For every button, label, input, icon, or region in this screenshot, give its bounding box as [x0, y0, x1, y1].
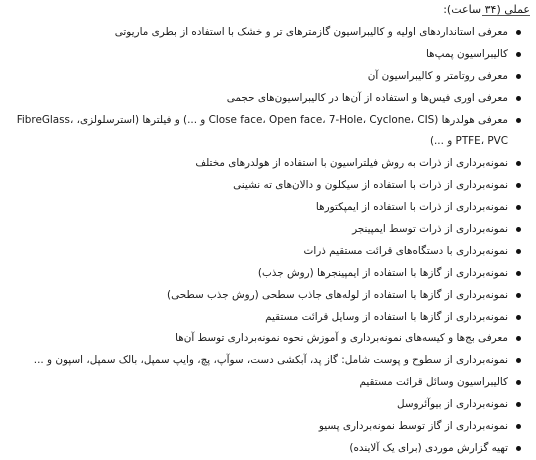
list-item: نمونه‌برداری از سطوح و پوست شامل: گاز پد، آبکشی دست، سوآپ، پچ، وایپ سمپل، بالک سمپل، اسپون و ...	[0, 350, 536, 372]
bullet-icon	[516, 30, 521, 35]
list-item: نمونه‌برداری از گازها با استفاده از وسایل قرائت مستقیم	[0, 307, 536, 329]
section-heading: عملی (۳۴ ساعت):	[443, 3, 530, 16]
list-item: نمونه‌برداری از گاز توسط نمونه‌برداری پسیو	[0, 416, 536, 438]
list-item: نمونه‌برداری با دستگاه‌های قرائت مستقیم ذرات	[0, 241, 536, 263]
bullet-icon	[516, 424, 521, 429]
list-item: نمونه‌برداری از گازها با استفاده از ایمپینجرها (روش جذب)	[0, 263, 536, 285]
list-item: معرفی استانداردهای اولیه و کالیبراسیون گازمترهای تر و خشک با استفاده از بطری ماریوتی	[0, 22, 536, 44]
bullet-icon	[516, 293, 521, 298]
bullet-icon	[516, 271, 521, 276]
bullet-icon	[516, 52, 521, 57]
bullet-icon	[516, 161, 521, 166]
bullet-icon	[516, 205, 521, 210]
bullet-icon	[516, 249, 521, 254]
bullet-icon	[516, 446, 521, 451]
bullet-icon	[516, 183, 521, 188]
bullet-icon	[516, 227, 521, 232]
list-item: نمونه‌برداری از بیوآئروسل	[0, 394, 536, 416]
bullet-icon	[516, 74, 521, 79]
list-item: کالیبراسیون پمپ‌ها	[0, 44, 536, 66]
list-item: نمونه‌برداری از ذرات به روش فیلتراسیون با استفاده از هولدرهای مختلف	[0, 153, 536, 175]
bullet-icon	[516, 402, 521, 407]
list-item: نمونه‌برداری از ذرات با استفاده از ایمپکتورها	[0, 197, 536, 219]
list-item: نمونه‌برداری از ذرات با استفاده از سیکلون و دالان‌های ته نشینی	[0, 175, 536, 197]
heading-underline	[482, 15, 530, 16]
list-item: نمونه‌برداری از ذرات توسط ایمپینجر	[0, 219, 536, 241]
practical-topics-list	[0, 22, 536, 460]
list-item: کالیبراسیون وسائل قرائت مستقیم	[0, 372, 536, 394]
bullet-icon	[516, 336, 521, 341]
list-item: نمونه‌برداری از گازها با استفاده از لوله‌های جاذب سطحی (روش جذب سطحی)	[0, 285, 536, 307]
list-item: تهیه گزارش موردی (برای یک آلاینده)	[0, 438, 536, 460]
bullet-icon	[516, 358, 521, 363]
list-item: معرفی هولدرها (Close face، Open face، 7-Hole، Cyclone، CIS و ...) و فیلترها (استرسلولزی، FibreGlass، PTFE، PVC و ...)	[0, 110, 536, 154]
list-item: معرفی بج‌ها و کیسه‌های نمونه‌برداری و آموزش نحوه نمونه‌برداری توسط آن‌ها	[0, 328, 536, 350]
bullet-icon	[516, 315, 521, 320]
list-item: معرفی روتامتر و کالیبراسیون آن	[0, 66, 536, 88]
bullet-icon	[516, 380, 521, 385]
bullet-icon	[516, 118, 521, 123]
list-item: معرفی اوری فیس‌ها و استفاده از آن‌ها در کالیبراسیون‌های حجمی	[0, 88, 536, 110]
bullet-icon	[516, 96, 521, 101]
